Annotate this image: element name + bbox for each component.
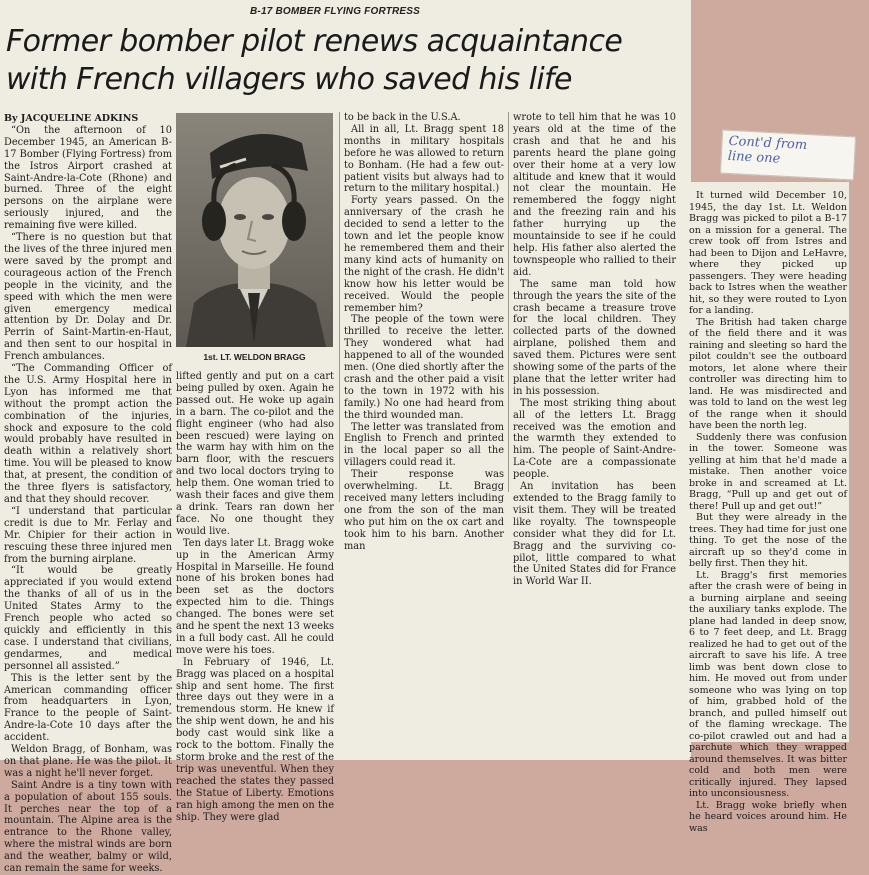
handwritten-note [720, 130, 856, 181]
paragraph: Lt. Bragg woke briefly when he heard voices around him. He was [689, 799, 847, 834]
column-3 [344, 112, 504, 552]
paragraph: The same man told how through the years the site of the crash became a treasure trove for the local children. They collected parts of the downed airplane, polished them and saved them. Pictures were sent showing some of the parts of the plane that the letter writer had in his possession. [513, 278, 676, 397]
paragraph: But they were already in the trees. They had time for just one thing. To get the nose of the aircraft up so they'd come in belly first. Then they hit. [689, 512, 847, 569]
paragraph: The most striking thing about all of the letters Lt. Bragg received was the emotion and the warmth they extended to him. The people of Saint-Andre-La-Cote are a compassionate people. [513, 397, 676, 481]
paragraph: to be back in the U.S.A. [344, 112, 461, 123]
paragraph: The letter was translated from English to French and printed in the local paper so all the villagers could read it. [344, 421, 504, 469]
paragraph: All in all, Lt. Bragg spent 18 months in military hospitals before he was allowed to return to Bonham. (He had a few out-patient visits but always had to return to the military hospital.) [344, 123, 504, 195]
paragraph: Forty years passed. On the anniversary of the crash he decided to send a letter to the town and let the people know he remembered them and their many kind acts of humanity on the night of the crash. He didn't know how his letter would be received. Would the people remember him? [344, 195, 504, 314]
paragraph: Ten days later Lt. Bragg woke up in the American Army Hospital in Marseille. He found none of his broken bones had been set as the doctors expected him to die. Things changed. The bones were set and he spent the next 13 weeks in a full body cast. All he could move were his toes. [176, 537, 334, 656]
paragraph: Weldon Bragg, of Bonham, was on that plane. He was the pilot. It was a night he'll never forget. [4, 744, 172, 779]
paragraph: Suddenly there was confusion in the tower. Someone was yelling at him that he'd made a mistake. Then another voice broke in and screamed at Lt. Bragg, “Pull up and get out of there! Pull up and get out!” [689, 431, 847, 512]
column-1 [4, 113, 172, 875]
paragraph: It turned wild December 10, 1945, the day 1st. Lt. Weldon Bragg was picked to pilot a B-17 on a mission for a general. The crew took off from Istres and had been to Dijon and LeHavre, where they picked up passengers. They were heading back to Istres when the weather hit, so they were routed to Lyon for a landing. [689, 190, 847, 316]
paragraph: The people of the town were thrilled to receive the letter. They wondered what had happened to all of the wounded men. (One died shortly after the crash and the other paid a visit to the town in 1972 with his family.) No one had heard from the third wounded man. [344, 314, 504, 421]
byline: By JACQUELINE ADKINS [4, 113, 139, 124]
column-4 [513, 112, 676, 588]
paragraph: “It would be greatly appreciated if you would extend the thanks of all of us in the United States Army to the French people who acted so quickly and efficiently in this case. I understand that civilians, gendarmes, and medical personnel all assisted.” [4, 565, 172, 672]
paragraph: “The Commanding Officer of the U.S. Army Hospital here in Lyon has informed me that without the prompt action the combination of the injuries, shock and exposure to the cold would probably have resulted in death within a relatively short time. You will be pleased to know that, at present, the condition of the three flyers is satisfactory, and that they should recover. [4, 363, 172, 505]
pilot-portrait-photo [176, 113, 333, 347]
column-rule [508, 112, 509, 492]
paragraph: In February of 1946, Lt. Bragg was placed on a hospital ship and sent home. The first three days out they were in a tremendous storm. He knew if the ship went down, he and his body cast would sink like a rock to the bottom. Finally the storm broke and the rest of the trip was uneventful. When they reached the states they passed the Statue of Liberty. Emotions ran high among the men on the ship. They were glad [176, 656, 334, 823]
paragraph: “I understand that particular credit is due to Mr. Ferlay and Mr. Chipier for their action in rescuing these three injured men from the burning airplane. [4, 505, 172, 565]
column-2 [176, 371, 334, 823]
paragraph: This is the letter sent by the American commanding officer from headquarters in Lyon, France to the people of Saint-Andre-la-Cote 10 days after the accident. [4, 672, 172, 744]
paragraph: Lt. Bragg's first memories after the crash were of being in a burning airplane and seeing the auxiliary tanks explode. The plane had landed in deep snow, 6 to 7 feet deep, and Lt. Bragg realized he had to get out of the aircraft to save his life. A tree limb was bent down close to him. He moved out from under someone who was lying on top of him, grabbed hold of the branch, and pulled himself out of the flaming wreckage. The co-pilot crawled out and had a parchute which they wrapped around themselves. It was bitter cold and both men were critically injured. They lapsed into unconsiousness. [689, 569, 847, 799]
photo-caption: 1st. LT. WELDON BRAGG [203, 352, 306, 362]
pilot-portrait-drawing [176, 113, 333, 347]
note-line: line one [727, 148, 781, 167]
kicker: B-17 BOMBER FLYING FORTRESS [250, 6, 421, 17]
paragraph: lifted gently and put on a cart being pulled by oxen. Again he passed out. He woke up again in a barn. The co-pilot and the flight engineer (who had also been rescued) were laying on the warm hay with him on the barn floor, with the rescuers and two local doctors trying to help them. One woman tried to wash their faces and give them a drink. Tears ran down her face. No one thought they would live. [176, 371, 334, 537]
paragraph: Their response was overwhelming. Lt. Bragg received many letters including one from the son of the man who put him on the ox cart and took him to his barn. Another man [344, 469, 504, 552]
paragraph: wrote to tell him that he was 10 years old at the time of the crash and that he and his parents heard the plane going over their home at a very low altitude and knew that it would not clear the mountain. He remembered the foggy night and the freezing rain and his father hurrying up the mountainside to see if he could help. His father also alerted the townspeople who rallied to their aid. [513, 112, 676, 278]
paragraph: An invitation has been extended to the Bragg family to visit them. They will be treated like royalty. The townspeople consider what they did for Lt. Bragg and the surviving co-pilot, little compared to what the United States did for France in World War II. [513, 481, 676, 588]
column-rule [339, 112, 340, 502]
headline: Former bomber pilot renews acquaintance with French villagers who saved his life [6, 24, 623, 97]
paragraph: The British had taken charge of the field there and it was raining and sleeting so hard the pilot couldn't see the outboard motors, let alone where their controller was directing him to land. He was misdirected and was told to land on the west leg of the range when it should have been the north leg. [689, 316, 847, 431]
paragraph: Saint Andre is a tiny town with a population of about 155 souls. It perches near the top of a mountain. The Alpine area is the entrance to the Rhone valley, where the mistral winds are born and the weather, balmy or wild, can remain the same for weeks. [4, 779, 172, 875]
column-5-continuation [689, 190, 847, 834]
note-line: Cont'd from [728, 133, 808, 153]
paragraph: “On the afternoon of 10 December 1945, an American B-17 Bomber (Flying Fortress) from the Istros Airport crashed at Saint-Andre-la-Cote (Rhone) and burned. Three of the eight persons on the airplane were seriously injured, and the remaining five were killed. [4, 124, 172, 232]
paragraph: “There is no question but that the lives of the three injured men were saved by the prompt and courageous action of the French people in the vicinity, and the speed with which the men were given emergency medical attention by Dr. Dolay and Dr. Perrin of Saint-Martin-en-Haut, and then sent to our hospital in French ambulances. [4, 232, 172, 363]
